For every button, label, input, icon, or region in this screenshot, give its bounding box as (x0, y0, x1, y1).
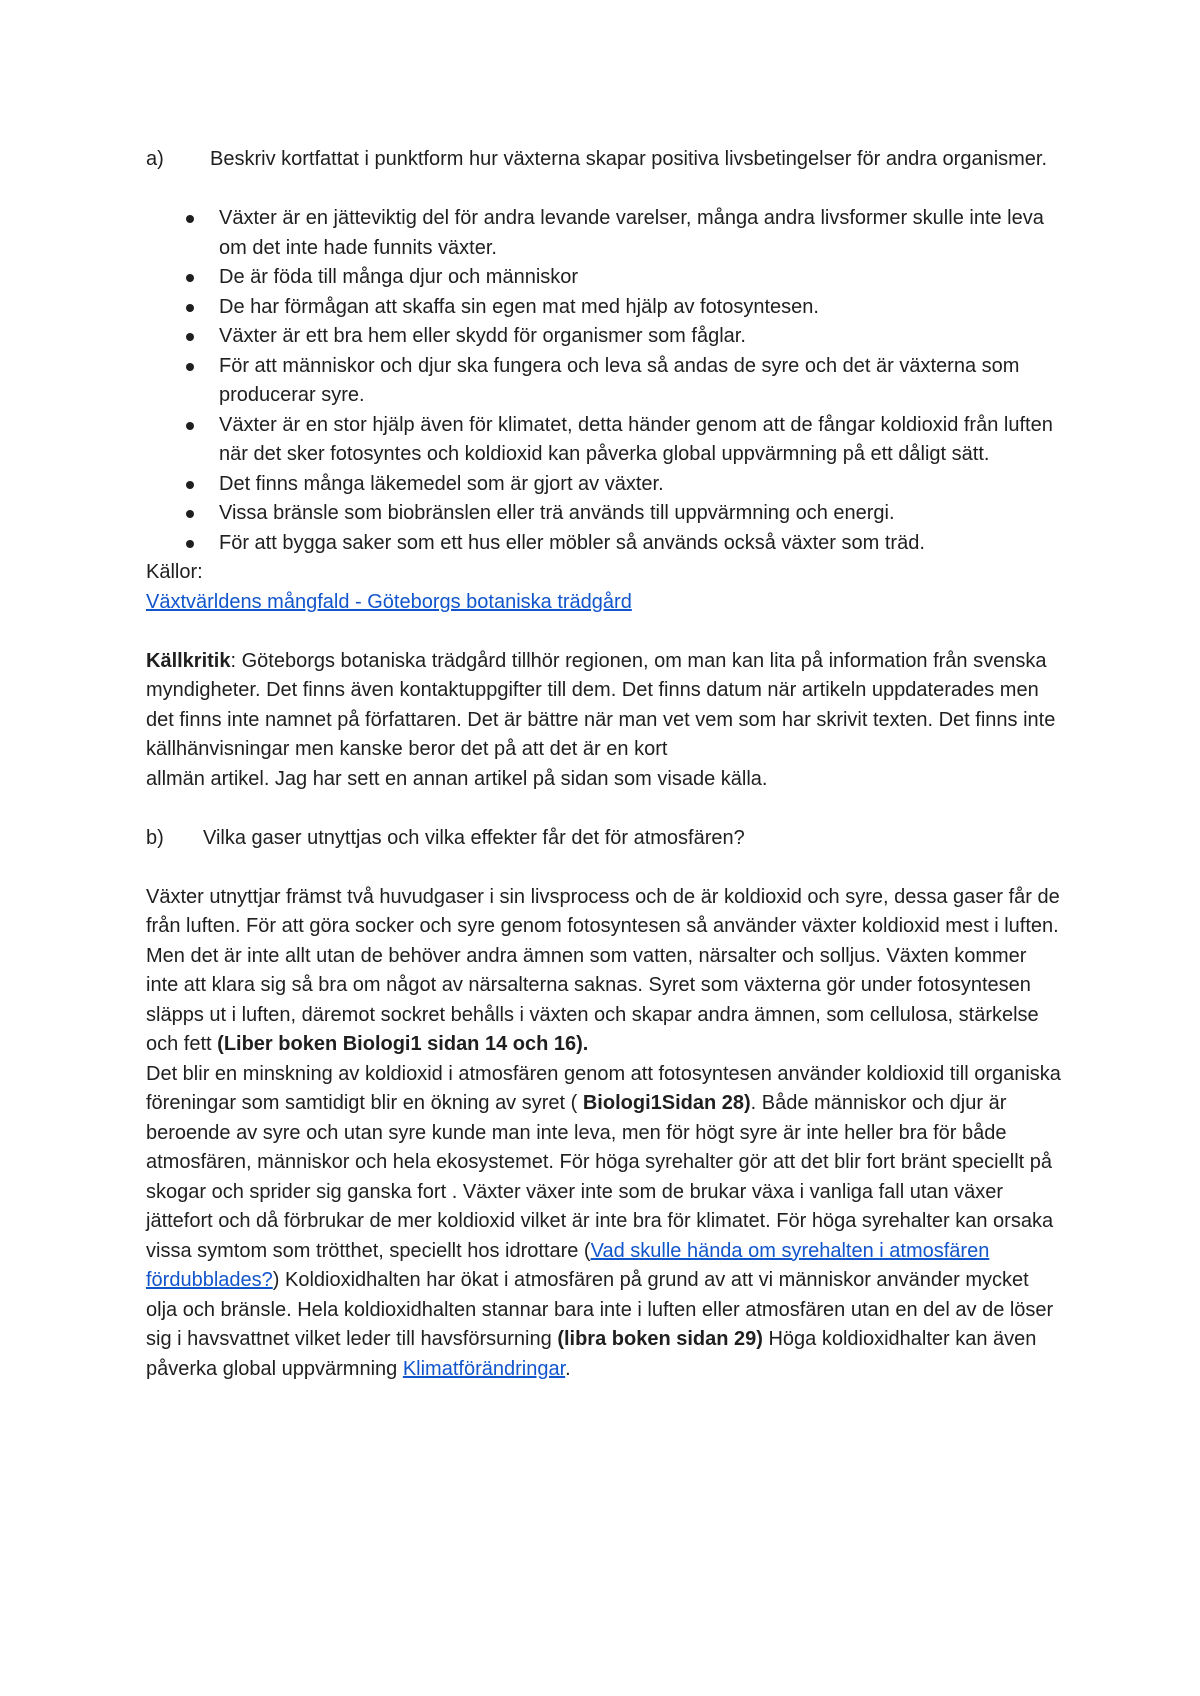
answer-b-paragraph-2 (146, 1060, 1064, 1385)
list-item: För att människor och djur ska fungera och leva så andas de syre och det är växterna som producerar syre. (146, 352, 1064, 411)
answer-b-text: Höga koldioxidhalter kan även påverka global uppvärmning (146, 1328, 1037, 1380)
list-item: Det finns många läkemedel som är gjort av växter. (146, 470, 1064, 500)
question-a (146, 145, 1064, 175)
answer-b-paragraph-1 (146, 883, 1064, 1060)
sources-heading: Källor: (146, 561, 203, 583)
climate-change-link[interactable]: Klimatförändringar (402, 1357, 566, 1380)
kallkritik-text: : Göteborgs botaniska trädgård tillhör regionen, om man kan lita på information från svenska myndigheter. Det finns även kontaktuppgifter till dem. Det finns datum när artikeln uppdaterades men det finns inte namnet på författaren. Det är bättre när man vet vem som har skrivit texten. Det finns inte källhänvisningar men kanske beror det på att det är en kort (146, 649, 1056, 760)
list-item: Växter är ett bra hem eller skydd för organismer som fåglar. (146, 322, 1064, 352)
reference-bold: (Liber boken Biologi1 sidan 14 och 16). (217, 1033, 589, 1055)
list-item: De är föda till många djur och människor (146, 263, 1064, 293)
question-a-text: Beskriv kortfattat i punktform hur växterna skapar positiva livsbetingelser för andra organismer. (210, 148, 1048, 170)
question-b (146, 824, 1064, 854)
oxygen-article-link[interactable]: Vad skulle hända om syrehalten i atmosfären fördubblades? (146, 1239, 990, 1291)
question-a-label: a) (146, 148, 164, 170)
reference-bold: Biologi1Sidan 28) (582, 1092, 751, 1114)
answer-b-text: Det blir en minskning av koldioxid i atmosfären genom att fotosyntesen använder koldioxid till organiska föreningar som samtidigt blir en ökning av syret ( (146, 1062, 1061, 1114)
answer-b-text: . (565, 1357, 571, 1380)
kallkritik-continuation: allmän artikel. Jag har sett en annan artikel på sidan som visade källa. (146, 767, 768, 790)
list-item: De har förmågan att skaffa sin egen mat med hjälp av fotosyntesen. (146, 293, 1064, 323)
list-item: Växter är en stor hjälp även för klimatet, detta händer genom att de fångar koldioxid från luften när det sker fotosyntes och koldioxid kan påverka global uppvärmning på ett dåligt sätt. (146, 411, 1064, 470)
question-b-text: Vilka gaser utnyttjas och vilka effekter får det för atmosfären? (203, 826, 745, 849)
answer-b-text: ) Koldioxidhalten har ökat i atmosfären på grund av att vi människor använder mycket olja och bränsle. Hela koldioxidhalten stannar bara inte i luften eller atmosfären utan en del av de löser sig i havsvattnet vilket leder till havsförsurning (146, 1269, 1054, 1350)
answer-b-text: . Både människor och djur är beroende av syre och utan syre kunde man inte leva, men för högt syre är inte heller bra för både atmosfären, människor och hela ekosystemet. För höga syrehalter gör att det blir fort bränt speciellt på skogar och sprider sig ganska fort . Växter växer inte som de brukar växa i vanliga fall utan växer jättefort och då förbrukar de mer koldioxid vilket är inte bra för klimatet. För höga syrehalter kan orsaka vissa symtom som trötthet, speciellt hos idrottare ( (146, 1092, 1054, 1262)
bullet-list (146, 204, 1064, 558)
question-b-label: b) (146, 826, 164, 849)
list-item: Växter är en jätteviktig del för andra levande varelser, många andra livsformer skulle inte leva om det inte hade funnits växter. (146, 204, 1064, 263)
list-item: För att bygga saker som ett hus eller möbler så används också växter som träd. (146, 529, 1064, 559)
kallkritik-label: Källkritik (146, 649, 231, 672)
source-link[interactable]: Växtvärldens mångfald - Göteborgs botaniska trädgård (146, 590, 632, 613)
reference-bold: (libra boken sidan 29) (557, 1328, 763, 1350)
answer-b-text: Växter utnyttjar främst två huvudgaser i sin livsprocess och de är koldioxid och syre, dessa gaser får de från luften. För att göra socker och syre genom fotosyntesen så använder växter koldioxid mest i luften. Men det är inte allt utan de behöver andra ämnen som vatten, närsalter och solljus. Växten kommer inte att klara sig så bra om något av närsalterna saknas. Syret som växterna gör under fotosyntesen släpps ut i luften, däremot sockret behålls i växten och skapar andra ämnen, som cellulosa, stärkelse och fett (146, 885, 1060, 1055)
list-item: Vissa bränsle som biobränslen eller trä används till uppvärmning och energi. (146, 499, 1064, 529)
kallkritik-paragraph (146, 647, 1064, 765)
